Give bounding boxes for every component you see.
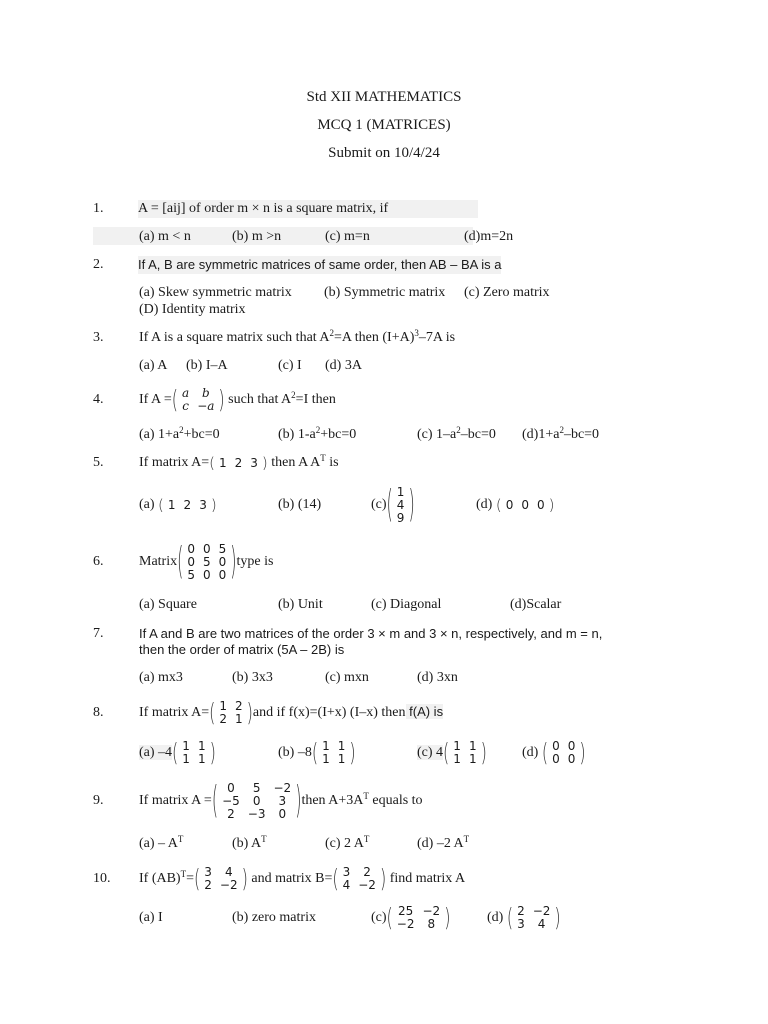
q8-text: If matrix A= ( 1 2 2 1 ) and if f(x)=(I+x) (I–x) then f(A) is [139,694,443,731]
q3-number: 3. [93,330,104,345]
matrix-cell: 2 [234,455,243,470]
matrix-cell: 0 [278,806,287,821]
q10-option-c-matrix: ( 25 −2 −2 8 ) [386,902,451,933]
q9-option-a: $(a) - A^T$ [139,834,184,851]
q3-text: If A is a square matrix such that $A^2=A$ then $(I+A)^3-7A$ is [139,328,456,345]
q4-option-b: (b) $1-a^2+bc=0$ [278,425,357,442]
doc-subtitle: MCQ 1 (MATRICES) [317,117,451,133]
q3-option-b: (b) I–A [186,358,228,373]
matrix-cell: 1 [219,698,227,713]
q9-option-c: (c) 2 $A^T$ [325,834,370,851]
q5-option-d-matrix: ( 0 0 0 ) [495,496,555,514]
matrix-cell: 2 [204,878,212,892]
doc-title: Std XII MATHEMATICS [306,89,462,105]
q6-matrix: ( 0 0 5 0 5 0 5 0 0 ) [177,538,237,584]
q5-option-c-matrix: ( 1 4 9 ) [386,481,415,527]
q10-number: 10. [93,871,111,886]
q8-option-c-matrix: ( 1 1 1 1 ) [443,737,487,768]
matrix-cell: −a [197,399,215,413]
matrix-cell: 8 [427,917,436,931]
q10-option-d: (d) ( 2 −2 3 4 ) [487,900,561,936]
matrix-cell: 1 [337,752,346,766]
matrix-cell: 0 [567,739,576,753]
q10-matrix-ab: ( 3 4 2 −2 ) [194,863,248,894]
q1-option-a: (a) m < n [139,229,191,244]
matrix-cell: 0 [536,497,545,512]
q10-option-b: (b) zero matrix [232,910,316,925]
q5-option-a: (a) ( 1 2 3 ) [139,496,217,514]
matrix-cell: −2 [358,878,376,892]
q5-text: If matrix A= ( 1 2 3 ) then A $A^T$ is [139,453,339,472]
matrix-cell: −5 [222,793,240,808]
matrix-cell: 1 [337,739,346,753]
matrix-cell: 1 [453,752,461,766]
q2-text: If A, B are symmetric matrices of same order, then AB – BA is a [138,257,502,272]
q10-option-a: (a) I [139,910,163,925]
matrix-cell: 0 [227,780,235,795]
q8-matrix: ( 1 2 2 1 ) [209,697,253,727]
matrix-cell: 5 [252,780,261,795]
q8-option-a-matrix: ( 1 1 1 1 ) [172,737,216,768]
matrix-cell: 0 [203,541,211,556]
matrix-cell: 5 [203,554,211,569]
matrix-cell: −2 [532,904,551,918]
matrix-cell: 0 [252,793,261,808]
matrix-cell: 3 [517,917,525,931]
q7-text-line2: then the order of matrix (5A – 2B) is [139,642,345,657]
q3-option-d: (d) 3A [325,358,362,373]
q8-option-b: (b) –8 ( 1 1 1 1 ) [278,736,356,770]
q4-number: 4. [93,392,104,407]
matrix-cell: 5 [218,541,227,556]
matrix-cell: 0 [552,752,560,766]
matrix-cell: 2 [363,865,371,879]
matrix-cell: 4 [537,917,546,931]
matrix-cell: 2 [235,698,243,713]
matrix-cell: −3 [247,806,266,821]
matrix-cell: 0 [187,541,195,556]
matrix-cell: 3 [199,497,207,512]
q4-option-c: (c) $1-a^2-bc=0$ [417,425,496,442]
q10-matrix-b: ( 3 2 4 −2 ) [332,863,387,894]
q4-text: If A = ( a b c −a ) such that $A^2=I$ then [139,382,336,418]
matrix-cell: 5 [187,567,195,582]
q2-option-b: (b) Symmetric matrix [324,285,446,300]
q9-option-b: (b) $A^T$ [232,834,267,851]
matrix-cell: 0 [218,554,227,569]
matrix-cell: 1 [453,739,461,753]
q2-option-c: (c) Zero matrix [464,285,550,300]
q1-number: 1. [93,201,104,216]
matrix-cell: 1 [182,739,190,753]
matrix-cell: −2 [396,917,415,931]
q1-option-b: (b) m >n [232,229,282,244]
q5-option-d: (d) ( 0 0 0 ) [476,496,555,514]
q5-option-b: (b) (14) [278,497,322,512]
matrix-cell: 1 [396,484,405,499]
q7-option-d: (d) 3xn [417,670,458,685]
q6-option-a: (a) Square [139,597,197,612]
matrix-cell: 1 [322,752,330,766]
q5-option-c: (c) ( 1 4 9 ) [371,480,415,530]
matrix-cell: c [182,399,189,413]
matrix-cell: 1 [182,752,190,766]
matrix-cell: 4 [396,497,405,512]
q7-option-b: (b) 3x3 [232,670,273,685]
q4-option-d: $(d)1+a^2-bc=0$ [522,425,600,442]
q8-number: 8. [93,705,104,720]
matrix-cell: 1 [197,739,206,753]
q7-text-line1: If A and B are two matrices of the order 3 × m and 3 × n, respectively, and m = n, [139,626,603,641]
q1-text: A = [aij] of order m × n is a square matrix, if [138,200,478,218]
matrix-cell: 2 [183,497,192,512]
q6-text: Matrix ( 0 0 5 0 5 0 5 0 0 ) type is [139,536,273,588]
submit-date: Submit on 10/4/24 [328,145,440,161]
matrix-cell: 3 [278,793,287,808]
q4-option-a: (a) $1+a^2+bc=0$ [139,425,220,442]
matrix-cell: −2 [422,904,441,918]
q2-number: 2. [93,257,104,272]
q8-option-d-matrix: ( 0 0 0 0 ) [541,737,586,768]
q6-option-c: (c) Diagonal [371,597,442,612]
q5-number: 5. [93,455,104,470]
matrix-cell: 3 [342,865,351,879]
matrix-cell: 0 [521,497,529,512]
matrix-cell: −2 [219,878,238,892]
q8-option-d: (d) ( 0 0 0 0 ) [522,736,586,770]
q9-number: 9. [93,793,104,808]
matrix-cell: 1 [218,455,227,470]
q1-option-c: (c) m=n [325,229,370,244]
q10-option-d-matrix: ( 2 −2 3 4 ) [506,902,561,933]
q7-option-a: (a) mx3 [139,670,183,685]
q3-option-c: (c) I [278,358,302,373]
matrix-cell: 1 [167,497,176,512]
matrix-cell: 1 [468,739,477,753]
q10-text: If (AB)$^T$= ( 3 4 2 −2 ) and matrix B= ( 3 2 4 −2 ) find matrix A [139,861,465,897]
matrix-cell: 4 [224,865,233,879]
q5-row-matrix: ( 1 2 3 ) [209,454,268,472]
matrix-cell: 2 [227,806,235,821]
matrix-cell: 2 [517,904,525,918]
q1-option-d: (d)m=2n [464,229,514,244]
matrix-cell: 0 [552,739,560,753]
q10-option-c: (c) ( 25 −2 −2 8 ) [371,900,450,936]
matrix-cell: 1 [197,752,206,766]
matrix-cell: 0 [203,567,211,582]
matrix-cell: 4 [342,878,351,892]
q6-option-d: (d)Scalar [510,597,562,612]
q2-option-a: (a) Skew symmetric matrix [139,285,292,300]
q9-option-d: (d) –2 $A^T$ [417,834,470,851]
matrix-cell: 25 [398,904,414,918]
matrix-cell: −2 [273,780,292,795]
matrix-cell: 0 [505,497,514,512]
q3-option-a: (a) A [139,358,168,373]
matrix-cell: b [201,386,210,400]
matrix-cell: 1 [235,711,243,726]
q4-matrix: ( a b c −a ) [171,384,225,415]
matrix-cell: 0 [187,554,195,569]
q9-text: If matrix A = ( 0 5 −2 −5 0 3 2 −3 0 ) then $A+3A^T$ equals to [139,774,423,828]
q7-option-c: (c) mxn [325,670,369,685]
q9-matrix: ( 0 5 −2 −5 0 3 2 −3 0 ) [211,777,302,823]
q8-option-a: (a) –4 ( 1 1 1 1 ) [139,736,216,770]
matrix-cell: 0 [218,567,227,582]
q8-option-c: (c) 4 ( 1 1 1 1 ) [417,736,487,770]
matrix-cell: 3 [250,455,258,470]
matrix-cell: 9 [396,510,405,525]
q8-option-b-matrix: ( 1 1 1 1 ) [311,737,356,768]
matrix-cell: a [182,386,190,400]
matrix-cell: 2 [219,711,227,726]
q6-option-b: (b) Unit [278,597,323,612]
matrix-cell: 1 [322,739,330,753]
q7-number: 7. [93,626,104,641]
q5-option-a-matrix: ( 1 2 3 ) [158,496,217,514]
matrix-cell: 0 [567,752,576,766]
q2-option-d: (D) Identity matrix [139,302,246,317]
q6-number: 6. [93,554,104,569]
matrix-cell: 3 [204,865,212,879]
matrix-cell: 1 [468,752,477,766]
